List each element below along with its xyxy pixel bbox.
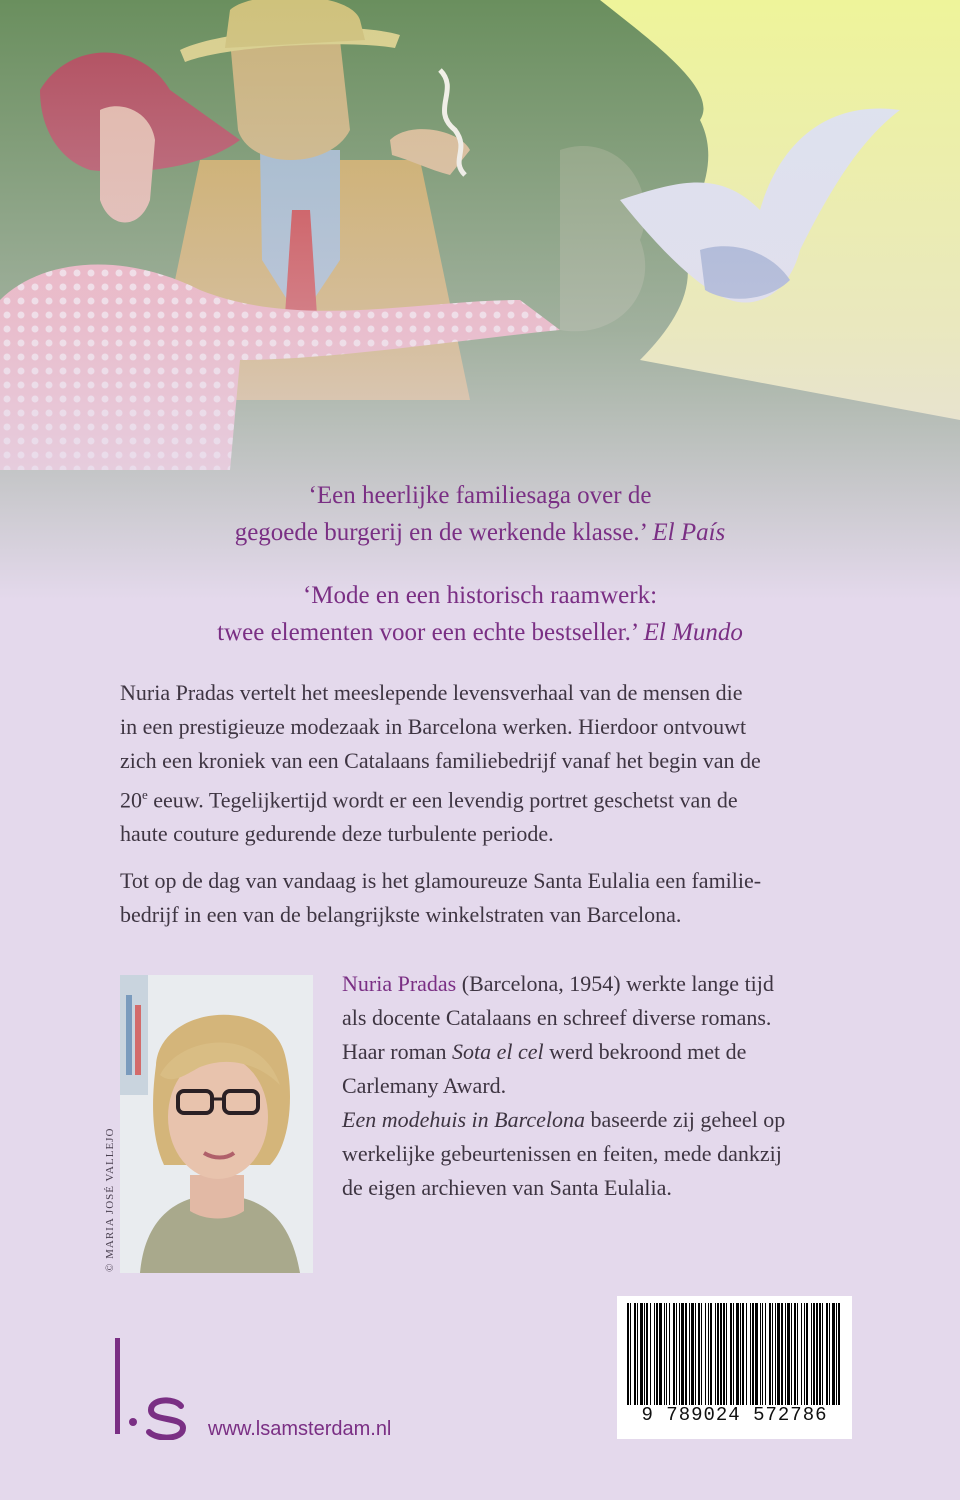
barcode-bar xyxy=(637,1303,638,1405)
century-suffix: e xyxy=(142,787,148,802)
barcode-bar xyxy=(777,1303,780,1405)
barcode-bar xyxy=(701,1303,702,1405)
book-title: Sota el cel xyxy=(451,1039,544,1064)
barcode-bar xyxy=(733,1303,734,1405)
barcode-bar xyxy=(736,1303,739,1405)
text-line: zich een kroniek van een Catalaans familiebedrijf vanaf het begin van de xyxy=(120,748,761,773)
isbn-number: 9 789024 572786 xyxy=(641,1404,828,1426)
text-line-rest: eeuw. Tegelijkertijd wordt er een levendig portret geschetst van de xyxy=(147,787,738,813)
quote-line-text: gegoede burgerij en de werkende klasse.’ xyxy=(234,519,647,546)
barcode-bar xyxy=(627,1303,629,1405)
barcode-bar xyxy=(836,1303,837,1405)
barcode-bar xyxy=(832,1303,835,1405)
barcode-bar xyxy=(634,1303,636,1405)
bio-line: de eigen archieven van Santa Eulalia. xyxy=(342,1175,672,1200)
barcode-bar xyxy=(804,1303,805,1405)
photo-credit: © MARIA JOSÉ VALLEJO xyxy=(104,1127,116,1272)
book-title: Een modehuis in Barcelona xyxy=(342,1107,585,1132)
barcode-bar xyxy=(723,1303,725,1405)
barcode-bar xyxy=(775,1303,776,1405)
barcode-bar xyxy=(669,1303,670,1405)
barcode-bar xyxy=(813,1303,815,1405)
review-quote-el-pais xyxy=(0,477,960,551)
barcode-bar xyxy=(806,1303,808,1405)
review-quote-el-mundo xyxy=(0,577,960,651)
barcode-bar xyxy=(640,1303,643,1405)
barcode-bar xyxy=(654,1303,655,1405)
bio-line: werkelijke gebeurtenissen en feiten, mede dankzij xyxy=(342,1141,782,1166)
barcode-bar xyxy=(646,1303,648,1405)
barcode-bar xyxy=(822,1303,823,1405)
bio-line xyxy=(342,1035,854,1069)
barcode-bar xyxy=(710,1303,712,1405)
bio-line xyxy=(342,967,854,1001)
barcode-bar xyxy=(689,1303,690,1405)
barcode-bar xyxy=(787,1303,790,1405)
barcode-bar xyxy=(750,1303,751,1405)
barcode-bar xyxy=(681,1303,684,1405)
bio-text: Haar roman xyxy=(342,1039,452,1064)
publisher-logo xyxy=(113,1338,193,1440)
barcode-bar xyxy=(772,1303,773,1405)
barcode-bar xyxy=(829,1303,830,1405)
barcode-bar xyxy=(726,1303,727,1405)
barcode-bar xyxy=(816,1303,818,1405)
barcode-bar xyxy=(755,1303,758,1405)
barcode-bar xyxy=(676,1303,677,1405)
barcode-bar xyxy=(698,1303,700,1405)
barcode-bar xyxy=(765,1303,766,1405)
text-line: bedrijf in een van de belangrijkste winkelstraten van Barcelona. xyxy=(120,902,682,927)
barcode-bar xyxy=(673,1303,675,1405)
barcode-bar xyxy=(666,1303,667,1405)
quote-line: ‘Mode en een historisch raamwerk: xyxy=(302,582,658,609)
barcode-bar xyxy=(791,1303,792,1405)
barcode-bar xyxy=(664,1303,665,1405)
barcode-bar xyxy=(730,1303,732,1405)
barcode-bar xyxy=(691,1303,694,1405)
quote-line xyxy=(0,614,960,651)
description-paragraph xyxy=(120,864,860,932)
barcode-bar xyxy=(659,1303,662,1405)
quote-source: El País xyxy=(652,519,726,546)
author-name: Nuria Pradas xyxy=(342,971,457,996)
author-bio xyxy=(342,967,854,1205)
barcode-bar xyxy=(794,1303,796,1405)
barcode-bar xyxy=(650,1303,651,1405)
barcode-bar xyxy=(705,1303,706,1405)
barcode-bar xyxy=(740,1303,741,1405)
barcode-bar xyxy=(685,1303,687,1405)
barcode-bar xyxy=(819,1303,821,1405)
barcode xyxy=(625,1303,844,1405)
barcode-bar xyxy=(811,1303,812,1405)
barcode-bar xyxy=(801,1303,802,1405)
barcode-bar xyxy=(785,1303,786,1405)
quote-line xyxy=(0,514,960,551)
bio-text: (Barcelona, 1954) werkte lange tijd xyxy=(456,971,774,996)
author-photo xyxy=(120,975,313,1273)
barcode-bar xyxy=(826,1303,828,1405)
barcode-bar xyxy=(742,1303,744,1405)
barcode-bar xyxy=(644,1303,645,1405)
text-line: Nuria Pradas vertelt het meeslepende levensverhaal van de mensen die xyxy=(120,680,743,705)
barcode-bar xyxy=(630,1303,631,1405)
barcode-bar xyxy=(838,1303,840,1405)
barcode-bar xyxy=(717,1303,719,1405)
barcode-bar xyxy=(720,1303,722,1405)
quote-line-text: twee elementen voor een echte bestseller.’ xyxy=(217,619,638,646)
barcode-bar xyxy=(656,1303,658,1405)
text-line xyxy=(120,778,860,817)
barcode-bar xyxy=(695,1303,696,1405)
barcode-bar xyxy=(679,1303,680,1405)
barcode-bar xyxy=(715,1303,716,1405)
barcode-bar xyxy=(746,1303,747,1405)
publisher-website[interactable]: www.lsamsterdam.nl xyxy=(208,1418,392,1440)
text-line: in een prestigieuze modezaak in Barcelona werken. Hierdoor ontvouwt xyxy=(120,714,747,739)
quote-source: El Mundo xyxy=(643,619,743,646)
barcode-bar xyxy=(769,1303,771,1405)
bio-text: baseerde zij geheel op xyxy=(584,1107,786,1132)
bio-line xyxy=(342,1103,854,1137)
barcode-bar xyxy=(797,1303,798,1405)
barcode-bar xyxy=(760,1303,761,1405)
bio-line: Carlemany Award. xyxy=(342,1073,507,1098)
description-paragraph xyxy=(120,676,860,851)
century-number: 20 xyxy=(120,787,142,813)
barcode-bar xyxy=(762,1303,763,1405)
text-line: Tot op de dag van vandaag is het glamoureuze Santa Eulalia een familie- xyxy=(120,868,762,893)
bio-text: werd bekroond met de xyxy=(543,1039,747,1064)
barcode-bar xyxy=(781,1303,783,1405)
barcode-bar xyxy=(752,1303,754,1405)
text-line: haute couture gedurende deze turbulente periode. xyxy=(120,821,554,847)
barcode-bar xyxy=(708,1303,709,1405)
quote-line: ‘Een heerlijke familiesaga over de xyxy=(308,482,652,509)
bio-line: als docente Catalaans en schreef diverse romans. xyxy=(342,1005,772,1030)
barcode-area xyxy=(617,1296,852,1439)
